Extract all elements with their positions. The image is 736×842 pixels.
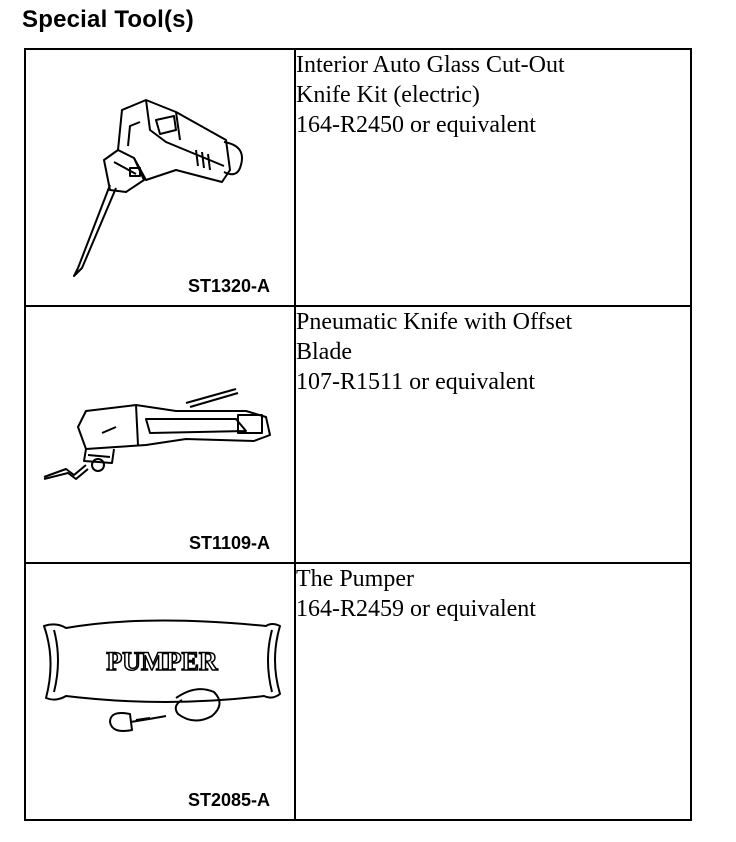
pumper-label: PUMPER: [106, 647, 218, 676]
tool-code: ST1320-A: [187, 276, 270, 296]
tool-description-cell: [295, 306, 691, 563]
electric-cutout-knife-icon: [26, 50, 294, 305]
tool-illustration-cell: [25, 563, 295, 820]
tool-illustration-cell: [25, 49, 295, 306]
tool-code: ST2085-A: [187, 790, 270, 810]
page-title: Special Tool(s): [22, 6, 194, 33]
tool-code: ST1109-A: [188, 533, 270, 553]
tool-part-number: 164-R2459 or equivalent: [296, 596, 536, 622]
tool-description-cell: [295, 563, 691, 820]
tool-part-number: 164-R2450 or equivalent: [296, 112, 536, 138]
tool-description-cell: [295, 49, 691, 306]
tool-illustration-cell: [25, 306, 295, 563]
pumper-bag-icon: [26, 564, 294, 819]
table-row: [25, 306, 691, 563]
tool-name-line: Interior Auto Glass Cut-Out: [296, 52, 565, 78]
table-row: [25, 49, 691, 306]
tool-name-line: The Pumper: [296, 566, 414, 592]
table-row: [25, 563, 691, 820]
tool-name-line: Knife Kit (electric): [296, 82, 480, 108]
pneumatic-knife-icon: [26, 307, 294, 562]
tool-name-line: Pneumatic Knife with Offset: [296, 309, 573, 335]
tool-name-line: Blade: [296, 339, 352, 365]
special-tools-table: [24, 48, 692, 821]
tool-part-number: 107-R1511 or equivalent: [296, 369, 536, 395]
